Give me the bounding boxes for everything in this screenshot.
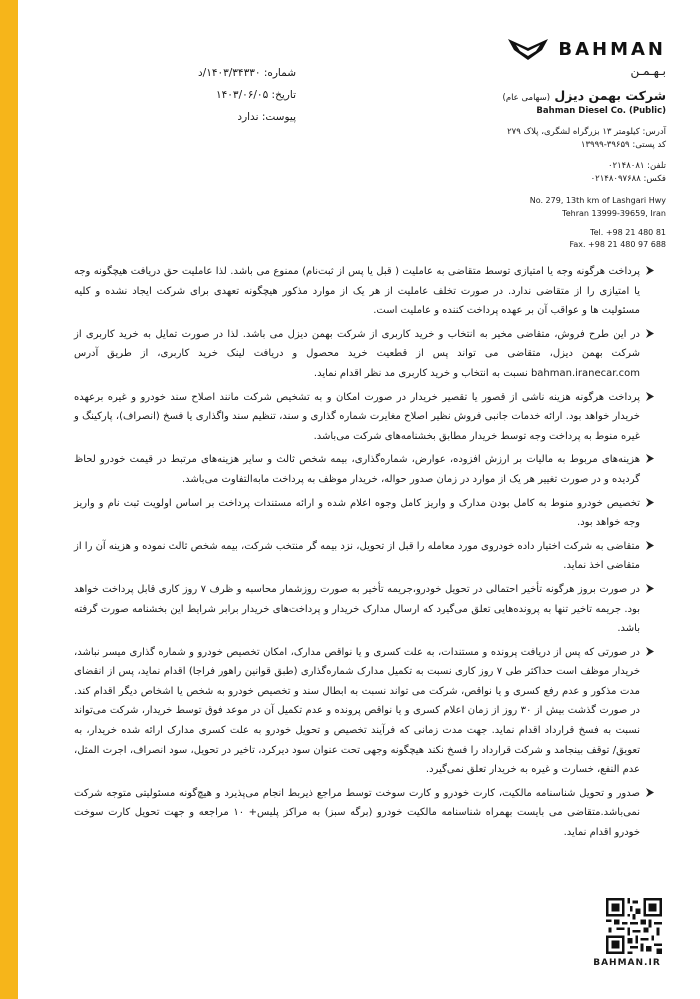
clause: [74, 325, 654, 384]
address-en-line: Tehran 13999-39659, Iran: [562, 209, 666, 218]
letterhead: [18, 0, 700, 249]
clause-text: صدور و تحویل شناسنامه مالکیت، کارت خودرو و کارت سوخت توسط مراجع ذیربط انجام می‌پذیرد و هیچ‌گونه مسئولیتی متوجه شرکت نمی‌باشد.متقاضی می بایست بهمراه شناسنامه مالکیت خودرو (برگه سبز) به مراکز پلیس+ ۱۰ مراجعه و جهت تحویل کارت سوخت خودرو اقدام نماید.: [74, 787, 640, 839]
arrow-bullet-icon: [646, 541, 654, 550]
clause-text: در این طرح فروش، متقاضی مخیر به انتخاب و خرید کاربری از شرکت بهمن دیزل می باشد. لذا در صورت تمایل به خرید کاربری از شرکت بهمن دیزل، متقاضی می تواند پس از قطعیت خرید محصول و دریافت لینک خرید کاربری، از طریق آدرس bahman.iranecar.com نسبت به انتخاب و خرید کاربری مد نظر اقدام نماید.: [74, 328, 640, 379]
arrow-bullet-icon: [646, 329, 654, 338]
company-name-fa: [466, 88, 666, 103]
qr-code-icon: [606, 898, 662, 954]
company-info: [466, 36, 666, 251]
clause-text: در صورتی که پس از دریافت پرونده و مستندات، به علت کسری و یا نواقص مدارک، امکان تخصیص خودرو و شماره گذاری میسر نباشد، خریدار موظف است حداکثر طی ۷ روز کاری نسبت به تکمیل مدارک شماره‌گذاری (طبق قوانین راهور فراجا) اقدام نماید، پس از انقضای مدت مذکور و عدم رفع کسری و یا نواقص، شرکت می تواند نسبت به ابطال سند و تخصیص خودرو به شخص یا اشخاص دیگر اقدام کند. در صورت گذشت بیش از ۳۰ روز از زمان اعلام کسری و یا نواقص پرونده و عدم تکمیل آن در موعد فوق توسط خریدار، شرکت می‌تواند نسبت به فسخ قرارداد اقدام نماید. جهت مدت زمانی که فرآیند تخصیص و تحویل خودرو به علت کسری مدارک ارائه شده خریدار، به تعویق/ توقف بینجامد و شرکت قرارداد را فسخ نکند هیچگونه وجهی تحت عنوان سود دیرکرد، تاخیر در تحویل، سود انصراف، اجرت المثل، عدم النفع، خسارت و غیره به خریدار تعلق نمی‌گیرد.: [74, 646, 640, 776]
clause-text: متقاضی به شرکت اختیار داده خودروی مورد معامله را قبل از تحویل، نزد بیمه گر منتخب شرکت، بیمه شخص ثالث نموده و هزینه آن را از متقاضی اخذ نماید.: [74, 540, 640, 572]
bahman-logo-icon: [506, 36, 550, 62]
clause: [74, 450, 654, 489]
arrow-bullet-icon: [646, 498, 654, 507]
clause-text: هزینه‌های مربوط به مالیات بر ارزش افزوده، عوارض، شماره‌گذاری، بیمه شخص ثالث و سایر هزینه‌های مرتبط در قیمت خودرو لحاظ گردیده و در صورت تغییر هر یک از موارد در زمان صدور حواله، خریدار موظف به پرداخت مابه‌التفاوت می‌باشد.: [74, 454, 640, 485]
arrow-bullet-icon: [646, 584, 654, 593]
clause: [74, 388, 654, 447]
clause: [74, 537, 654, 576]
letter-attachment: پیوست: ندارد: [237, 111, 296, 123]
letter-body: [74, 262, 654, 847]
address-line: کد پستی: ۳۹۶۵۹-۱۳۹۹۹: [580, 140, 666, 150]
phone-en-line: Fax. +98 21 480 97 688: [569, 240, 666, 249]
letter-date: تاریخ: ۱۴۰۳/۰۶/۰۵: [216, 89, 296, 101]
clause-text: پرداخت هرگونه وجه یا امتیازی توسط متقاضی به عاملیت ( قبل یا پس از ثبت‌نام) ممنوع می باشد. لذا عاملیت حق دریافت هیچگونه وجه یا امتیازی را از متقاضی ندارد. در صورت تخلف عاملیت از هر یک از موارد مذکور هیچگونه تعهدی برای شرکت ایجاد نشده و کلیه مسئولیت ها و عواقب آن بر عهده پرداخت کننده و عاملیت است.: [74, 266, 640, 317]
arrow-bullet-icon: [646, 454, 654, 463]
website-label: BAHMAN.IR: [593, 958, 661, 968]
logo: [466, 36, 666, 62]
address-en: [466, 194, 666, 220]
phone-en: [466, 227, 666, 251]
letter-meta: [166, 62, 296, 128]
clause: [74, 494, 654, 533]
address-fa: [466, 126, 666, 186]
address-en-line: No. 279, 13th km of Lashgari Hwy: [529, 196, 666, 205]
phone-line: فکس: ۰۲۱۴۸۰۹۷۶۸۸: [590, 174, 666, 184]
logo-text: BAHMAN: [558, 38, 666, 60]
phone-en-line: Tel. +98 21 480 81: [590, 228, 666, 237]
arrow-bullet-icon: [646, 266, 654, 275]
clause: [74, 262, 654, 321]
clause: [74, 643, 654, 780]
clause-text: پرداخت هرگونه هزینه ناشی از قصور یا تقصیر خریدار در صورت امکان و به تشخیص شرکت مانند اصلاح سند خودرو و غیره برعهده خریدار خواهد بود. ارائه خدمات جانبی فروش نظیر اصلاح مغایرت شماره گذاری و سند، تنظیم سند واگذاری یا فسخ (انصراف)، پارکینگ و غیره منوط به پرداخت وجه توسط خریدار مطابق بخشنامه‌های شرکت می‌باشد.: [74, 391, 640, 442]
address-line: آدرس: کیلومتر ۱۳ بزرگراه لشگری، پلاک ۲۷۹: [507, 127, 666, 137]
clause-text: تخصیص خودرو منوط به کامل بودن مدارک و واریز کامل وجوه اعلام شده و ارائه مستندات پرداخت بر اساس اولویت ثبت نام و واریز وجه خواهد بود.: [74, 497, 640, 529]
clause: [74, 580, 654, 639]
phone-line: تلفن: ۰۲۱۴۸۰۸۱: [607, 161, 666, 171]
company-name-fa-text: شرکت بهمن دیزل: [554, 88, 666, 103]
arrow-bullet-icon: [646, 392, 654, 401]
left-accent-band: [0, 0, 18, 999]
letter-number: شماره: ۱۴۰۳/۳۴۳۳۰/د: [197, 67, 296, 79]
clause: [74, 784, 654, 843]
arrow-bullet-icon: [646, 788, 654, 797]
company-type-fa: (سهامی عام): [502, 93, 551, 103]
logo-subtitle: بـهـمـن: [630, 64, 666, 78]
company-name-en: Bahman Diesel Co. (Public): [536, 106, 666, 116]
arrow-bullet-icon: [646, 647, 654, 656]
clause-text: در صورت بروز هرگونه تأخیر احتمالی در تحویل خودرو،جریمه تأخیر به صورت روزشمار محاسبه و ظرف ۷ روز کاری قابل پرداخت خواهد بود. جریمه تاخیر تنها به پرونده‌هایی تعلق می‌گیرد که ارسال مدارک خریدار و پرداخت‌های خریدار برابر شرایط این بخشنامه صورت گرفته باشد.: [74, 583, 640, 635]
